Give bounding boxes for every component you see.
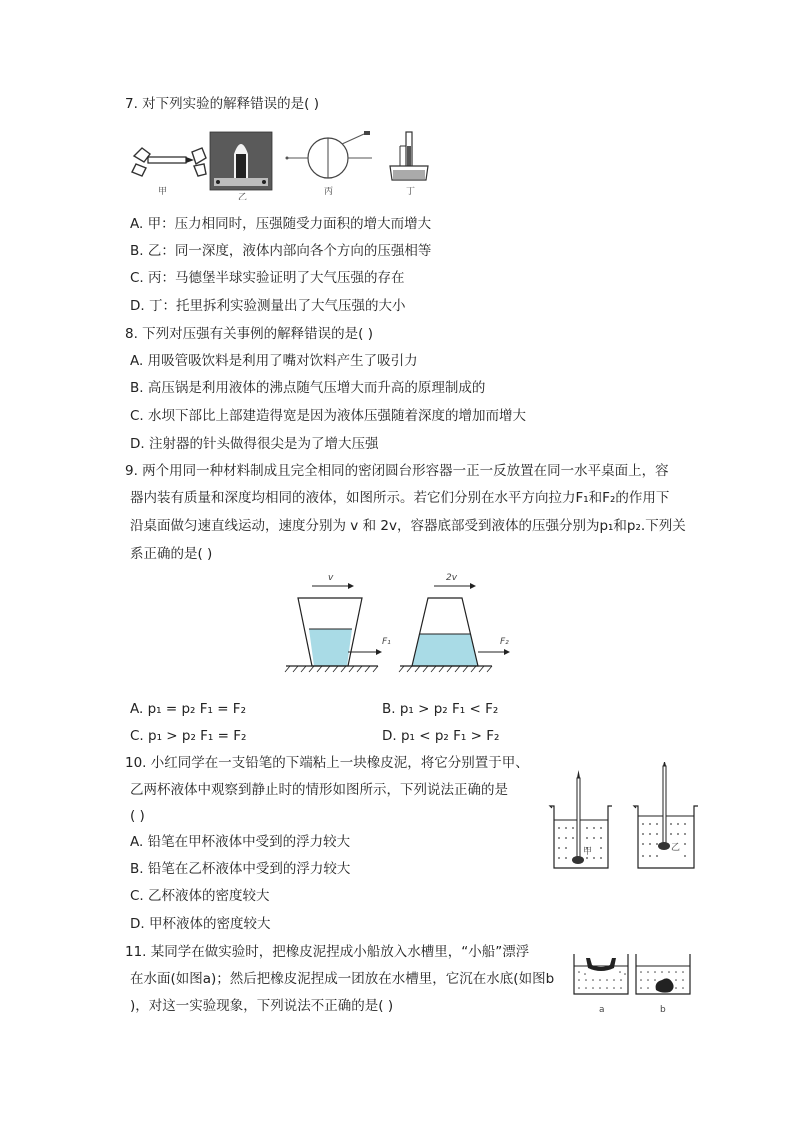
q7-label-ding: 丁 (406, 187, 416, 197)
q7-fig-yi (210, 132, 272, 200)
q9-option-a: A. p₁ = p₂ F₁ = F₂ (130, 701, 246, 717)
q11-label-b: b (660, 1005, 666, 1015)
q8-option-c: C. 水坝下部比上部建造得宽是因为液体压强随着深度的增加而增大 (130, 408, 527, 424)
q7-option-d: D. 丁：托里拆利实验测量出了大气压强的大小 (130, 298, 406, 314)
q7-label-bing: 丙 (324, 187, 334, 197)
q9-figure (282, 570, 522, 674)
q7-option-b: B. 乙：同一深度，液体内部向各个方向的压强相等 (130, 243, 432, 259)
q8-stem: 8. 下列对压强有关事例的解释错误的是( ) (125, 326, 373, 342)
q10-option-b: B. 铅笔在乙杯液体中受到的浮力较大 (130, 861, 351, 877)
q10-label-jia: 甲 (583, 847, 593, 857)
q8-option-d: D. 注射器的针头做得很尖是为了增大压强 (130, 436, 379, 452)
q7-fig-ding (390, 132, 428, 197)
q10-option-a: A. 铅笔在甲杯液体中受到的浮力较大 (130, 834, 351, 850)
q9-option-b: B. p₁ > p₂ F₁ < F₂ (382, 701, 499, 717)
q11-stem-line-2: 在水面(如图a)；然后把橡皮泥捏成一团放在水槽里，它沉在水底(如图b (130, 971, 555, 987)
q9-option-c: C. p₁ > p₂ F₁ = F₂ (130, 728, 247, 744)
q9-stem-line-1: 9. 两个用同一种材料制成且完全相同的密闭圆台形容器一正一反放置在同一水平桌面上，容 (125, 463, 669, 479)
q10-stem-line-2: 乙两杯液体中观察到静止时的情形如图所示，下列说法正确的是 (130, 782, 508, 798)
q7-stem: 7. 对下列实验的解释错误的是( ) (125, 96, 319, 112)
q9-stem-line-4: 系正确的是( ) (130, 546, 213, 562)
q7-label-yi: 乙 (238, 193, 248, 200)
q10-figure (544, 762, 704, 874)
q10-option-d: D. 甲杯液体的密度较大 (130, 916, 271, 932)
q7-fig-jia (132, 148, 206, 197)
q10-stem-line-3: ( ) (130, 808, 145, 824)
q7-label-jia: 甲 (158, 187, 168, 197)
q10-option-c: C. 乙杯液体的密度较大 (130, 888, 270, 904)
q10-label-yi: 乙 (671, 843, 681, 853)
q7-option-c: C. 丙：马德堡半球实验证明了大气压强的存在 (130, 270, 405, 286)
q9-label-2v: 2v (446, 573, 458, 583)
q10-stem-line-1: 10. 小红同学在一支铅笔的下端粘上一块橡皮泥，将它分别置于甲、 (125, 755, 529, 771)
q7-fig-bing (286, 131, 373, 197)
q8-option-a: A. 用吸管吸饮料是利用了嘴对饮料产生了吸引力 (130, 353, 418, 369)
q9-label-f2: F₂ (500, 637, 509, 647)
q11-stem-line-3: )，对这一实验现象，下列说法不正确的是( ) (130, 998, 394, 1014)
q9-stem-line-3: 沿桌面做匀速直线运动，速度分别为 v 和 2v，容器底部受到液体的压强分别为p₁和p₂.下列关 (130, 518, 686, 534)
q9-stem-line-2: 器内装有质量和深度均相同的液体，如图所示。若它们分别在水平方向拉力F₁和F₂的作用下 (130, 490, 670, 506)
q11-label-a: a (599, 1005, 605, 1015)
q7-option-a: A. 甲：压力相同时，压强随受力面积的增大而增大 (130, 216, 432, 232)
q7-figure (128, 128, 446, 200)
q11-figure (570, 950, 694, 1016)
q8-option-b: B. 高压锅是利用液体的沸点随气压增大而升高的原理制成的 (130, 380, 486, 396)
q9-label-f1: F₁ (382, 637, 391, 647)
q9-label-v: v (328, 573, 334, 583)
q9-option-d: D. p₁ < p₂ F₁ > F₂ (382, 728, 500, 744)
q11-stem-line-1: 11. 某同学在做实验时，把橡皮泥捏成小船放入水槽里，“小船”漂浮 (125, 944, 530, 960)
